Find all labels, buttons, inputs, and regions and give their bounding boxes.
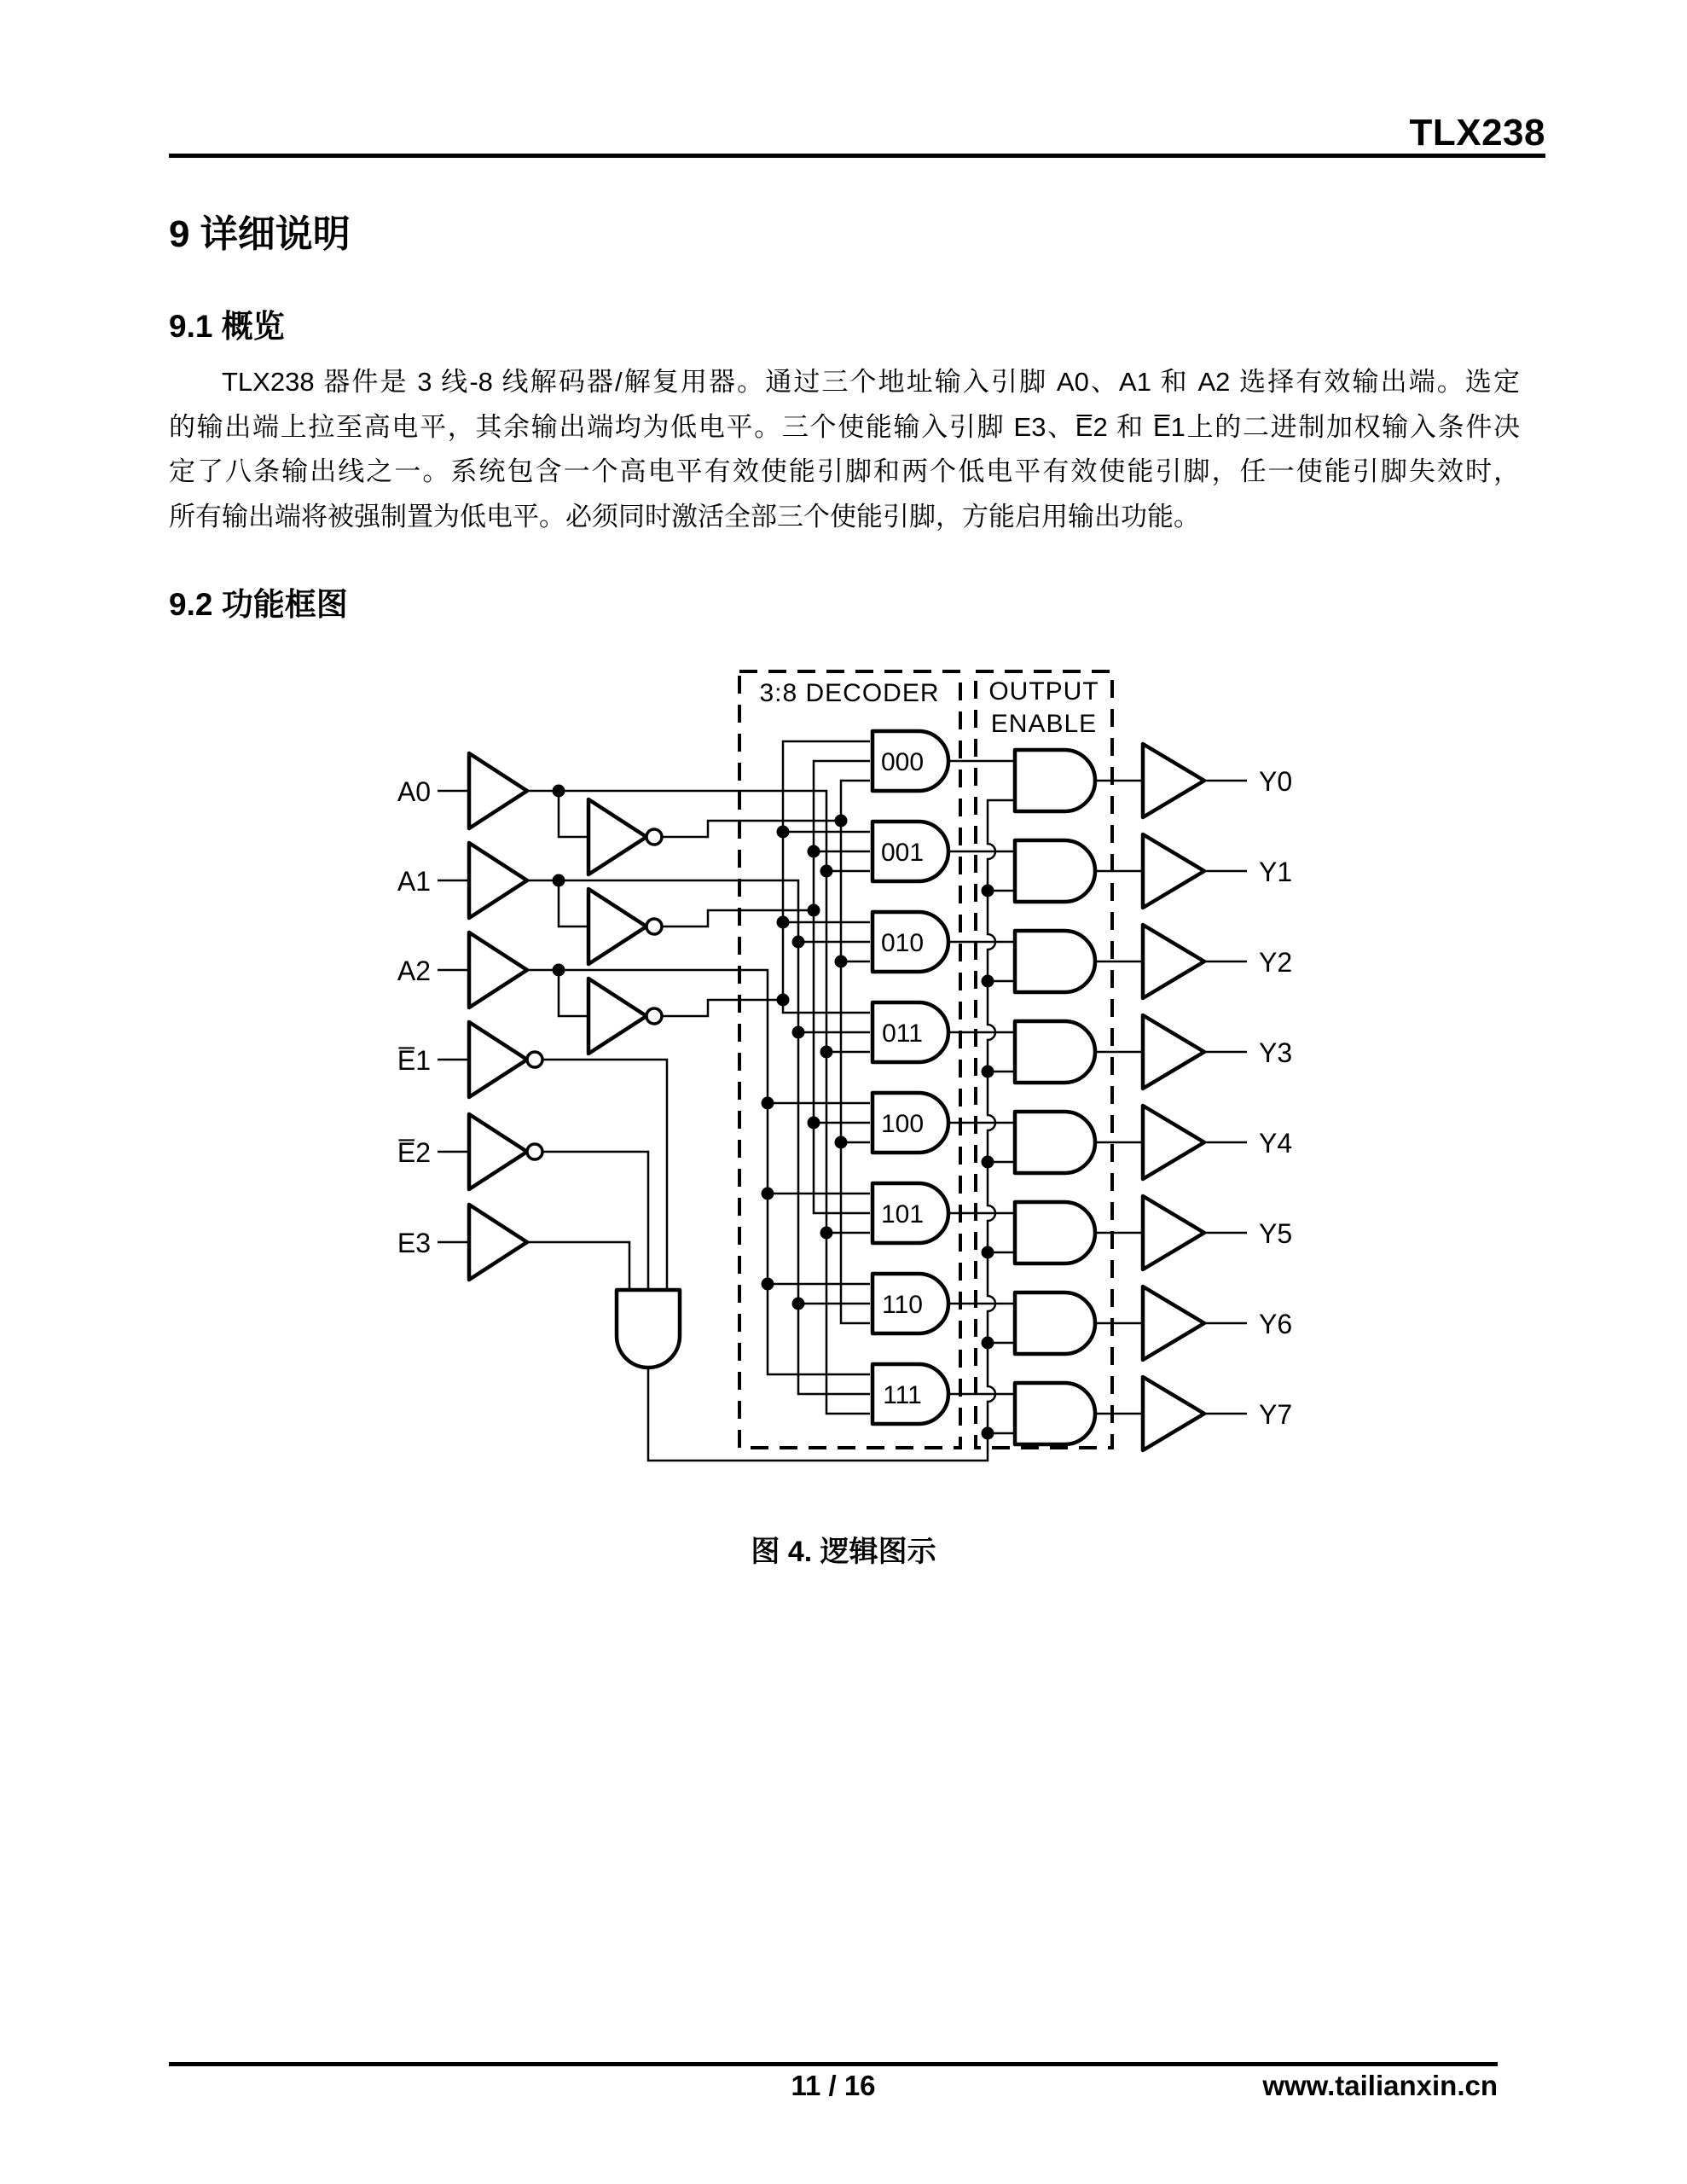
inverter-e1 (469, 1022, 527, 1097)
inverter-na1 (588, 889, 646, 964)
overview-heading: 9.1 概览 (169, 309, 285, 344)
output-enable-gates (1015, 750, 1095, 1444)
output-buffers (1143, 744, 1204, 1450)
decoder-gate-labels (881, 748, 924, 1409)
inverter-e2 (469, 1114, 527, 1189)
gate-label-110: 110 (882, 1291, 923, 1319)
a1-bus (527, 880, 870, 1394)
gate-label-000: 000 (880, 748, 925, 776)
a2-bus (527, 970, 870, 1374)
buffer-y0 (1143, 744, 1204, 817)
section-heading: 9 详细说明 (169, 213, 351, 255)
output-label-y7: Y7 (1259, 1399, 1293, 1430)
decoder-output-wires (948, 761, 1015, 1394)
oe-box-label-line1: OUTPUT (988, 677, 1099, 706)
na2-bus (662, 741, 870, 1016)
buffer-y2 (1143, 925, 1204, 998)
buffer-a1 (469, 843, 527, 918)
buffer-y7 (1143, 1377, 1204, 1450)
input-label-a0: A0 (397, 776, 431, 807)
buffer-y6 (1143, 1287, 1204, 1360)
buffer-y4 (1143, 1106, 1204, 1179)
output-label-y3: Y3 (1259, 1037, 1293, 1068)
input-label-e3: E3 (397, 1228, 431, 1258)
diagram-wires (438, 741, 1247, 1461)
input-label-a2: A2 (397, 956, 431, 986)
output-label-y6: Y6 (1259, 1309, 1293, 1339)
input-label-e1: E̅1 (397, 1045, 431, 1076)
enable-and-gate (617, 1290, 680, 1368)
decoder-gates (872, 731, 948, 1424)
buffer-y3 (1143, 1015, 1204, 1089)
buffer-y1 (1143, 834, 1204, 908)
buffer-e3 (469, 1205, 527, 1280)
buffer-a0 (469, 753, 527, 828)
oe-gate-y2 (1015, 931, 1095, 992)
output-label-y0: Y0 (1259, 766, 1293, 797)
output-label-y1: Y1 (1259, 857, 1293, 887)
inverter-na0 (588, 799, 646, 874)
inverter-bubble (527, 1052, 542, 1067)
oe-gate-y7 (1015, 1383, 1095, 1444)
gate-label-101: 101 (880, 1200, 925, 1228)
inverter-branch-wires (559, 791, 588, 1016)
oe-box-label-line2: ENABLE (990, 710, 1098, 738)
inverter-bubble (646, 919, 662, 934)
website-link: www.tailianxin.cn (1262, 2070, 1498, 2101)
gate-label-100: 100 (880, 1110, 925, 1138)
output-label-y5: Y5 (1259, 1218, 1293, 1249)
paragraph-line: TLX238 器件是 3 线-8 线解码器/解复用器。通过三个地址输入引脚 A0、A1 和 A2 选择有效输出端。选定 (222, 367, 1520, 397)
oe-gate-y3 (1015, 1021, 1095, 1083)
oe-gate-y6 (1015, 1292, 1095, 1354)
output-label-y2: Y2 (1259, 947, 1293, 978)
buffer-y5 (1143, 1196, 1204, 1269)
inverter-na2 (588, 979, 646, 1054)
oe-gate-y0 (1015, 750, 1095, 811)
gate-label-001: 001 (880, 839, 925, 867)
buffer-a2 (469, 932, 527, 1008)
doc-title: TLX238 (1409, 112, 1545, 154)
input-label-e2: E̅2 (397, 1137, 431, 1168)
input-label-a1: A1 (397, 866, 431, 897)
gate-label-111: 111 (883, 1381, 922, 1409)
inverter-bubble (527, 1144, 542, 1159)
input-labels (397, 776, 431, 1258)
oe-gate-y5 (1015, 1202, 1095, 1263)
footer-rule (169, 2062, 1498, 2066)
oe-gate-y4 (1015, 1112, 1095, 1173)
figure-caption: 图 4. 逻辑图示 (751, 1536, 936, 1568)
oe-gate-y1 (1015, 840, 1095, 902)
decoder-box-label: 3:8 DECODER (759, 679, 940, 707)
paragraph-line: 的输出端上拉至高电平，其余输出端均为低电平。三个使能输入引脚 E3、E̅2 和 E̅1上的二进制加权输入条件决 (169, 411, 1520, 442)
output-labels (1259, 766, 1292, 1430)
buffer-output-wires (1204, 781, 1247, 1414)
output-label-y4: Y4 (1259, 1128, 1293, 1159)
input-lead-wires (438, 791, 469, 1242)
diagram-heading: 9.2 功能框图 (169, 587, 348, 622)
page-number: 11 / 16 (791, 2070, 876, 2101)
paragraph-line: 定了八条输出线之一。系统包含一个高电平有效使能引脚和两个低电平有效使能引脚，任一使能引脚失效时， (169, 456, 1520, 486)
enable-input-wires (527, 1060, 667, 1290)
paragraph-line: 所有输出端将被强制置为低电平。必须同时激活全部三个使能引脚，方能启用输出功能。 (169, 501, 1200, 531)
gate-label-011: 011 (882, 1019, 923, 1048)
gate-label-010: 010 (880, 929, 925, 957)
oe-output-wires (1095, 781, 1143, 1414)
inverter-bubble (646, 1008, 662, 1024)
inverter-bubble (646, 829, 662, 845)
